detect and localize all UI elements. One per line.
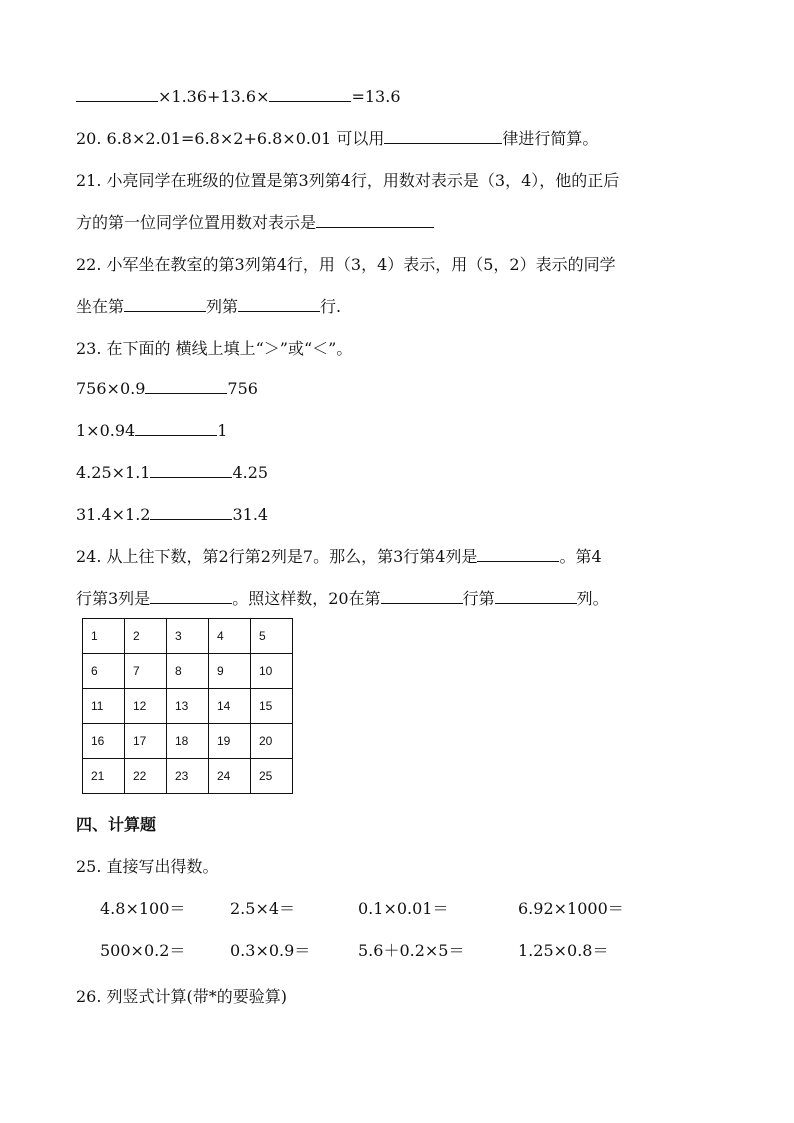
grid-cell: 24 — [209, 759, 251, 794]
answer-blank[interactable] — [150, 588, 232, 604]
q23-left: 756×0.9 — [76, 379, 146, 398]
answer-blank[interactable] — [124, 296, 206, 312]
q22-post: 行. — [320, 297, 342, 316]
q23-left: 1×0.94 — [76, 421, 136, 440]
q23-item — [76, 420, 227, 442]
q23-right: 31.4 — [232, 505, 269, 524]
q24-text: 。照这样数，20在第 — [232, 589, 381, 608]
answer-blank[interactable] — [381, 588, 463, 604]
q23-right: 1 — [217, 421, 228, 440]
answer-blank[interactable] — [145, 378, 227, 394]
grid-row — [83, 619, 293, 654]
calc-item: 4.8×100＝ — [100, 899, 186, 918]
grid-cell: 17 — [125, 724, 167, 759]
number-grid — [82, 618, 293, 794]
q20-line — [76, 128, 598, 150]
answer-blank[interactable] — [316, 212, 434, 228]
q22-line2 — [76, 296, 341, 318]
q20-post: 律进行简算。 — [502, 129, 599, 148]
grid-cell: 4 — [209, 619, 251, 654]
grid-cell: 18 — [167, 724, 209, 759]
grid-cell: 11 — [83, 689, 125, 724]
grid-cell: 5 — [251, 619, 293, 654]
q23-left: 4.25×1.1 — [76, 463, 151, 482]
grid-cell: 19 — [209, 724, 251, 759]
q22-line1: 22. 小军坐在教室的第3列第4行，用（3，4）表示，用（5，2）表示的同学 — [76, 255, 616, 274]
grid-cell: 14 — [209, 689, 251, 724]
calc-item: 1.25×0.8＝ — [518, 941, 609, 960]
q25-row1 — [100, 898, 624, 920]
q23-left: 31.4×1.2 — [76, 505, 151, 524]
q24-text: 。第4 — [559, 547, 602, 566]
q22-mid: 列第 — [206, 297, 239, 316]
grid-cell: 2 — [125, 619, 167, 654]
q21-text: 方的第一位同学位置用数对表示是 — [76, 213, 317, 232]
grid-cell: 21 — [83, 759, 125, 794]
q20-text: 20. 6.8×2.01=6.8×2+6.8×0.01 可以用 — [76, 129, 385, 148]
answer-blank[interactable] — [384, 128, 502, 144]
calc-item: 2.5×4＝ — [230, 899, 296, 918]
q23-right: 756 — [227, 379, 258, 398]
q23-item — [76, 462, 268, 484]
grid-cell: 16 — [83, 724, 125, 759]
section-title: 四、计算题 — [76, 815, 157, 834]
grid-cell: 12 — [125, 689, 167, 724]
q24-text: 行第 — [462, 589, 495, 608]
grid-row — [83, 759, 293, 794]
grid-cell: 13 — [167, 689, 209, 724]
grid-cell: 10 — [251, 654, 293, 689]
answer-blank[interactable] — [269, 86, 351, 102]
grid-row — [83, 724, 293, 759]
calc-item: 0.3×0.9＝ — [230, 941, 311, 960]
grid-cell: 7 — [125, 654, 167, 689]
grid-cell: 23 — [167, 759, 209, 794]
grid-row — [83, 689, 293, 724]
q22-pre: 坐在第 — [76, 297, 125, 316]
answer-blank[interactable] — [477, 546, 559, 562]
q23-item — [76, 378, 258, 400]
answer-blank[interactable] — [495, 588, 577, 604]
grid-cell: 6 — [83, 654, 125, 689]
grid-cell: 22 — [125, 759, 167, 794]
q19-mid: ×1.36+13.6× — [158, 87, 270, 106]
q25-row2 — [100, 940, 608, 962]
grid-cell: 9 — [209, 654, 251, 689]
q19-line — [76, 86, 401, 108]
grid-cell: 3 — [167, 619, 209, 654]
answer-blank[interactable] — [150, 504, 232, 520]
q24-line2 — [76, 588, 609, 610]
grid-cell: 1 — [83, 619, 125, 654]
grid-row — [83, 654, 293, 689]
q23-title: 23. 在下面的 横线上填上“＞”或“＜”。 — [76, 339, 353, 358]
answer-blank[interactable] — [135, 420, 217, 436]
q21-line1: 21. 小亮同学在班级的位置是第3列第4行，用数对表示是（3，4），他的正后 — [76, 171, 620, 190]
calc-item: 5.6＋0.2×5＝ — [358, 941, 465, 960]
q23-item — [76, 504, 268, 526]
q24-text: 24. 从上往下数，第2行第2列是7。那么，第3行第4列是 — [76, 547, 478, 566]
grid-cell: 25 — [251, 759, 293, 794]
q25-title: 25. 直接写出得数。 — [76, 857, 219, 876]
grid-cell: 20 — [251, 724, 293, 759]
grid-cell: 8 — [167, 654, 209, 689]
q21-line2 — [76, 212, 434, 234]
answer-blank[interactable] — [238, 296, 320, 312]
q23-right: 4.25 — [232, 463, 269, 482]
q26-title: 26. 列竖式计算(带*的要验算) — [76, 987, 288, 1006]
q24-text: 列。 — [576, 589, 609, 608]
calc-item: 6.92×1000＝ — [518, 899, 624, 918]
grid-cell: 15 — [251, 689, 293, 724]
q24-line1 — [76, 546, 602, 568]
answer-blank[interactable] — [76, 86, 158, 102]
q19-end: =13.6 — [351, 87, 401, 106]
q24-text: 行第3列是 — [76, 589, 151, 608]
answer-blank[interactable] — [150, 462, 232, 478]
calc-item: 500×0.2＝ — [100, 941, 186, 960]
calc-item: 0.1×0.01＝ — [358, 899, 449, 918]
